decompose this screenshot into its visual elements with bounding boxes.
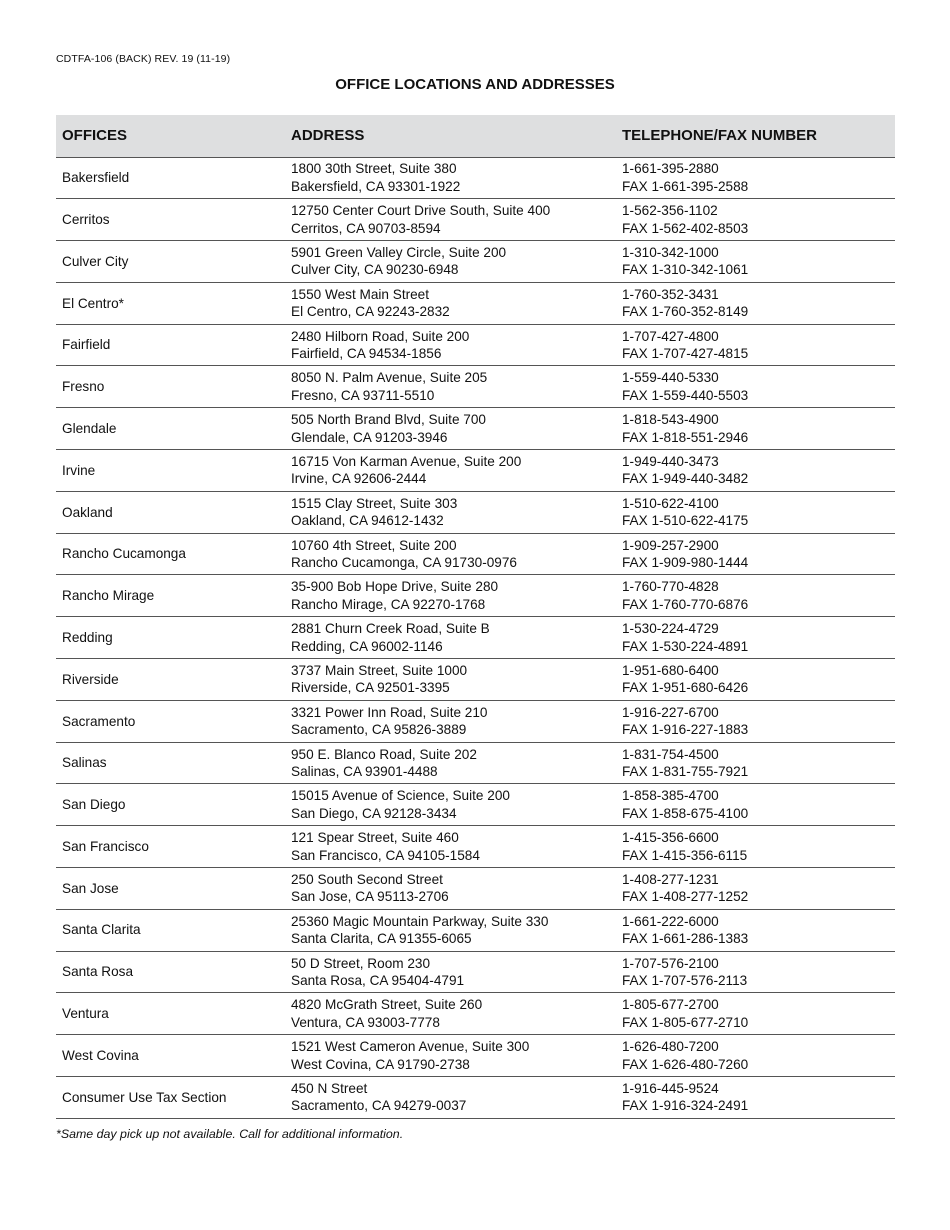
telephone-number: 1-626-480-7200	[622, 1039, 719, 1055]
table-row	[56, 659, 895, 701]
fax-number: FAX 1-831-755-7921	[622, 764, 749, 780]
office-address	[285, 575, 616, 617]
office-name: San Francisco	[56, 826, 285, 868]
fax-number: FAX 1-510-622-4175	[622, 513, 749, 529]
address-line-1: 3737 Main Street, Suite 1000	[291, 662, 468, 678]
header-address: ADDRESS	[285, 115, 616, 157]
table-row	[56, 1035, 895, 1077]
address-line-1: 1515 Clay Street, Suite 303	[291, 495, 458, 511]
table-row	[56, 241, 895, 283]
fax-number: FAX 1-530-224-4891	[622, 638, 749, 654]
telephone-number: 1-909-257-2900	[622, 537, 719, 553]
telephone-number: 1-510-622-4100	[622, 495, 719, 511]
header-offices: OFFICES	[56, 115, 285, 157]
office-name: Ventura	[56, 993, 285, 1035]
office-telephone-fax	[616, 742, 895, 784]
fax-number: FAX 1-559-440-5503	[622, 387, 749, 403]
office-name: Rancho Cucamonga	[56, 533, 285, 575]
office-telephone-fax	[616, 533, 895, 575]
office-address	[285, 450, 616, 492]
telephone-number: 1-949-440-3473	[622, 453, 719, 469]
address-line-2: Salinas, CA 93901-4488	[291, 764, 438, 780]
table-row	[56, 700, 895, 742]
address-line-2: Fresno, CA 93711-5510	[291, 387, 435, 403]
fax-number: FAX 1-760-770-6876	[622, 596, 749, 612]
office-name: Cerritos	[56, 199, 285, 241]
office-name: Irvine	[56, 450, 285, 492]
address-line-2: Glendale, CA 91203-3946	[291, 429, 448, 445]
telephone-number: 1-951-680-6400	[622, 662, 719, 678]
address-line-1: 3321 Power Inn Road, Suite 210	[291, 704, 488, 720]
address-line-1: 35-900 Bob Hope Drive, Suite 280	[291, 579, 499, 595]
fax-number: FAX 1-916-324-2491	[622, 1098, 749, 1114]
office-telephone-fax	[616, 366, 895, 408]
address-line-2: Irvine, CA 92606-2444	[291, 471, 427, 487]
address-line-2: Cerritos, CA 90703-8594	[291, 220, 441, 236]
address-line-1: 25360 Magic Mountain Parkway, Suite 330	[291, 913, 549, 929]
address-line-1: 2480 Hilborn Road, Suite 200	[291, 328, 470, 344]
telephone-number: 1-916-227-6700	[622, 704, 719, 720]
table-row	[56, 575, 895, 617]
address-line-1: 1800 30th Street, Suite 380	[291, 161, 457, 177]
office-address	[285, 533, 616, 575]
fax-number: FAX 1-661-286-1383	[622, 931, 749, 947]
fax-number: FAX 1-562-402-8503	[622, 220, 749, 236]
fax-number: FAX 1-916-227-1883	[622, 722, 749, 738]
fax-number: FAX 1-408-277-1252	[622, 889, 749, 905]
table-row	[56, 533, 895, 575]
table-row	[56, 909, 895, 951]
address-line-1: 1550 West Main Street	[291, 286, 430, 302]
address-line-1: 16715 Von Karman Avenue, Suite 200	[291, 453, 522, 469]
office-telephone-fax	[616, 241, 895, 283]
office-telephone-fax	[616, 450, 895, 492]
address-line-2: El Centro, CA 92243-2832	[291, 304, 450, 320]
table-row	[56, 617, 895, 659]
office-telephone-fax	[616, 617, 895, 659]
table-row	[56, 408, 895, 450]
address-line-2: Bakersfield, CA 93301-1922	[291, 178, 461, 194]
office-name: El Centro*	[56, 282, 285, 324]
address-line-1: 12750 Center Court Drive South, Suite 400	[291, 203, 551, 219]
address-line-2: Santa Clarita, CA 91355-6065	[291, 931, 472, 947]
table-row	[56, 1077, 895, 1119]
table-row	[56, 282, 895, 324]
office-address	[285, 993, 616, 1035]
address-line-2: Ventura, CA 93003-7778	[291, 1014, 440, 1030]
address-line-2: Redding, CA 96002-1146	[291, 638, 443, 654]
form-id: CDTFA-106 (BACK) REV. 19 (11-19)	[56, 53, 231, 65]
fax-number: FAX 1-951-680-6426	[622, 680, 749, 696]
address-line-1: 450 N Street	[291, 1080, 368, 1096]
table-row	[56, 826, 895, 868]
address-line-2: Rancho Cucamonga, CA 91730-0976	[291, 555, 517, 571]
office-address	[285, 659, 616, 701]
office-name: San Jose	[56, 868, 285, 910]
address-line-1: 15015 Avenue of Science, Suite 200	[291, 788, 510, 804]
office-telephone-fax	[616, 951, 895, 993]
telephone-number: 1-310-342-1000	[622, 244, 719, 260]
table-row	[56, 157, 895, 199]
table-row	[56, 491, 895, 533]
office-telephone-fax	[616, 826, 895, 868]
address-line-1: 10760 4th Street, Suite 200	[291, 537, 457, 553]
office-name: Salinas	[56, 742, 285, 784]
fax-number: FAX 1-818-551-2946	[622, 429, 749, 445]
table-row	[56, 784, 895, 826]
office-address	[285, 324, 616, 366]
table-row	[56, 868, 895, 910]
office-telephone-fax	[616, 324, 895, 366]
header-telephone-fax: TELEPHONE/FAX NUMBER	[616, 115, 895, 157]
office-telephone-fax	[616, 575, 895, 617]
office-telephone-fax	[616, 408, 895, 450]
office-name: Culver City	[56, 241, 285, 283]
office-name: Santa Clarita	[56, 909, 285, 951]
office-locations-table	[56, 115, 895, 1119]
table-row	[56, 993, 895, 1035]
address-line-2: Oakland, CA 94612-1432	[291, 513, 444, 529]
address-line-1: 505 North Brand Blvd, Suite 700	[291, 412, 486, 428]
office-address	[285, 868, 616, 910]
address-line-2: Sacramento, CA 94279-0037	[291, 1098, 467, 1114]
address-line-2: San Jose, CA 95113-2706	[291, 889, 449, 905]
telephone-number: 1-408-277-1231	[622, 871, 719, 887]
office-address	[285, 366, 616, 408]
office-telephone-fax	[616, 909, 895, 951]
office-telephone-fax	[616, 491, 895, 533]
fax-number: FAX 1-310-342-1061	[622, 262, 749, 278]
telephone-number: 1-805-677-2700	[622, 997, 719, 1013]
address-line-2: San Diego, CA 92128-3434	[291, 805, 457, 821]
office-telephone-fax	[616, 700, 895, 742]
office-name: Oakland	[56, 491, 285, 533]
address-line-1: 121 Spear Street, Suite 460	[291, 830, 459, 846]
fax-number: FAX 1-626-480-7260	[622, 1056, 749, 1072]
office-telephone-fax	[616, 659, 895, 701]
office-name: Sacramento	[56, 700, 285, 742]
address-line-1: 8050 N. Palm Avenue, Suite 205	[291, 370, 488, 386]
office-address	[285, 909, 616, 951]
fax-number: FAX 1-760-352-8149	[622, 304, 749, 320]
office-address	[285, 1077, 616, 1119]
page-title: OFFICE LOCATIONS AND ADDRESSES	[335, 76, 615, 93]
office-name: Bakersfield	[56, 157, 285, 199]
address-line-2: Santa Rosa, CA 95404-4791	[291, 973, 465, 989]
address-line-2: Sacramento, CA 95826-3889	[291, 722, 467, 738]
address-line-2: Culver City, CA 90230-6948	[291, 262, 459, 278]
fax-number: FAX 1-707-427-4815	[622, 346, 749, 362]
address-line-1: 4820 McGrath Street, Suite 260	[291, 997, 483, 1013]
office-address	[285, 408, 616, 450]
office-name: Fairfield	[56, 324, 285, 366]
office-address	[285, 199, 616, 241]
address-line-2: Rancho Mirage, CA 92270-1768	[291, 596, 486, 612]
table-body	[56, 157, 895, 1118]
office-name: Rancho Mirage	[56, 575, 285, 617]
office-name: San Diego	[56, 784, 285, 826]
telephone-number: 1-661-222-6000	[622, 913, 719, 929]
address-line-1: 5901 Green Valley Circle, Suite 200	[291, 244, 507, 260]
office-address	[285, 826, 616, 868]
telephone-number: 1-818-543-4900	[622, 412, 719, 428]
telephone-number: 1-559-440-5330	[622, 370, 719, 386]
telephone-number: 1-831-754-4500	[622, 746, 719, 762]
office-telephone-fax	[616, 157, 895, 199]
telephone-number: 1-858-385-4700	[622, 788, 719, 804]
footnote: *Same day pick up not available. Call for additional information.	[56, 1127, 404, 1141]
office-address	[285, 1035, 616, 1077]
table-row	[56, 951, 895, 993]
telephone-number: 1-707-576-2100	[622, 955, 719, 971]
telephone-number: 1-562-356-1102	[622, 203, 718, 219]
address-line-2: Fairfield, CA 94534-1856	[291, 346, 442, 362]
office-address	[285, 617, 616, 659]
fax-number: FAX 1-949-440-3482	[622, 471, 749, 487]
office-telephone-fax	[616, 993, 895, 1035]
table-header-row	[56, 115, 895, 157]
office-address	[285, 282, 616, 324]
office-name: Santa Rosa	[56, 951, 285, 993]
fax-number: FAX 1-707-576-2113	[622, 973, 748, 989]
office-address	[285, 951, 616, 993]
table-row	[56, 450, 895, 492]
address-line-2: San Francisco, CA 94105-1584	[291, 847, 480, 863]
office-telephone-fax	[616, 282, 895, 324]
telephone-number: 1-760-770-4828	[622, 579, 719, 595]
office-telephone-fax	[616, 868, 895, 910]
fax-number: FAX 1-805-677-2710	[622, 1014, 749, 1030]
table-row	[56, 199, 895, 241]
table-row	[56, 324, 895, 366]
office-address	[285, 784, 616, 826]
office-telephone-fax	[616, 199, 895, 241]
telephone-number: 1-916-445-9524	[622, 1080, 719, 1096]
telephone-number: 1-530-224-4729	[622, 621, 719, 637]
address-line-1: 950 E. Blanco Road, Suite 202	[291, 746, 477, 762]
table-row	[56, 742, 895, 784]
address-line-1: 250 South Second Street	[291, 871, 443, 887]
office-address	[285, 241, 616, 283]
office-name: West Covina	[56, 1035, 285, 1077]
address-line-2: Riverside, CA 92501-3395	[291, 680, 450, 696]
address-line-2: West Covina, CA 91790-2738	[291, 1056, 470, 1072]
office-address	[285, 157, 616, 199]
address-line-1: 2881 Churn Creek Road, Suite B	[291, 621, 490, 637]
office-address	[285, 742, 616, 784]
telephone-number: 1-707-427-4800	[622, 328, 719, 344]
office-name: Consumer Use Tax Section	[56, 1077, 285, 1119]
fax-number: FAX 1-858-675-4100	[622, 805, 749, 821]
telephone-number: 1-661-395-2880	[622, 161, 719, 177]
address-line-1: 1521 West Cameron Avenue, Suite 300	[291, 1039, 530, 1055]
fax-number: FAX 1-661-395-2588	[622, 178, 749, 194]
office-telephone-fax	[616, 1035, 895, 1077]
office-address	[285, 491, 616, 533]
office-name: Fresno	[56, 366, 285, 408]
office-telephone-fax	[616, 1077, 895, 1119]
office-address	[285, 700, 616, 742]
office-name: Glendale	[56, 408, 285, 450]
office-telephone-fax	[616, 784, 895, 826]
office-name: Redding	[56, 617, 285, 659]
address-line-1: 50 D Street, Room 230	[291, 955, 431, 971]
office-name: Riverside	[56, 659, 285, 701]
telephone-number: 1-415-356-6600	[622, 830, 719, 846]
fax-number: FAX 1-415-356-6115	[622, 847, 748, 863]
telephone-number: 1-760-352-3431	[622, 286, 719, 302]
fax-number: FAX 1-909-980-1444	[622, 555, 749, 571]
table-row	[56, 366, 895, 408]
